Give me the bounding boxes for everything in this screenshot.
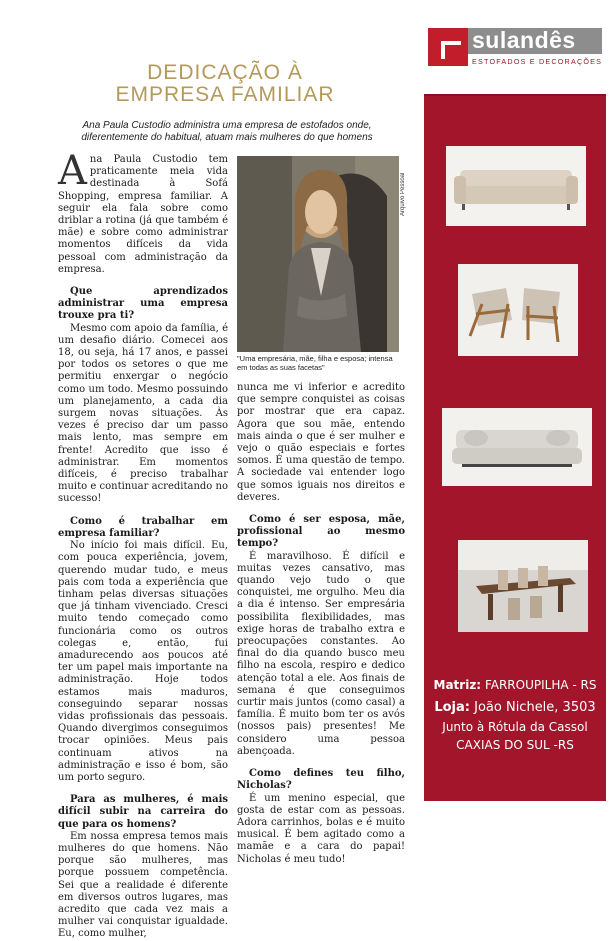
question-3: Para as mulheres, é mais difícil subir na carreira do que para os homens? — [58, 794, 228, 830]
brand-logo-icon — [428, 28, 468, 66]
question-2: Como é trabalhar em empresa familiar? — [58, 515, 228, 539]
article-subtitle: Ana Paula Custodio administra uma empresa de estofados onde, diferentemente do habitual, atuam mais mulheres do que homens — [81, 120, 373, 143]
answer-3-part-1: Em nossa empresa temos mais mulheres do que homens. Não porque são mulheres, mas porque possuem competência. Sei que a realidade é diferente em diversos outros lugares, mas acredito que cada vez mais a mulher vai conquistar igualdade. Eu, como mulher, — [58, 830, 228, 940]
article-title-line-1: DEDICAÇÃO À — [147, 61, 303, 84]
portrait-illustration — [237, 156, 399, 352]
loja-line — [424, 700, 606, 715]
drop-cap: A — [58, 148, 87, 194]
brand-tagline: ESTOFADOS E DECORAÇÕES — [472, 57, 603, 66]
portrait-photo — [237, 156, 399, 352]
article-column-1 — [58, 148, 228, 941]
question-5: Como defines teu filho, Nicholas? — [237, 768, 405, 792]
loja-reference: Junto à Rótula da Cassol — [442, 720, 588, 734]
answer-1: Mesmo com apoio da família, é um desafio diário. Comecei aos 18, ou seja, há 17 anos, e passei por todos os setores o que me permitiu enxergar o negócio como um todo. Mesmo possuindo um planejamento, a cada dia surgem novas situações. Às vezes é preciso dar um passo mais lento, mas sempre em frente! Acredito que isso é administrar. Em momentos difíceis, é preciso trabalhar muito e continuar acreditando no sucesso! — [58, 322, 228, 505]
brand-name: sulandês — [472, 27, 576, 53]
article-title-line-2: EMPRESA FAMILIAR — [115, 83, 335, 106]
answer-2: No início foi mais difícil. Eu, com pouca experiência, jovem, querendo mudar tudo, e meus pais com toda a experiência que tinham pelas diversas situações que já tinham vivenciado. Cresci muito tendo começado como funcionária como os outros colegas e, então, fui amadurecendo aos poucos até ter um papel mais importante na administração. Hoje todos estamos mais maduros, conseguindo separar nossas vidas profissionais das pessoais. Quando divergimos conseguimos trocar opiniões. Meus pais continuam ativos na administração e isso é bom, são um porto seguro. — [58, 540, 228, 783]
loja-street: João Nichele, 3503 — [474, 700, 596, 715]
article-title — [70, 62, 380, 106]
answer-3-part-2: nunca me vi inferior e acredito que sempre conquistei as coisas por mostrar que era capaz. Agora que sou mãe, entendo mais ainda o que é ser mulher e vejo o quão especiais e fortes somos. É uma questão de tempo. A sociedade vai entender logo que somos iguais nos direitos e deveres. — [237, 382, 405, 503]
armchairs-image — [458, 264, 578, 356]
article-column-2 — [237, 382, 405, 866]
answer-5: É um menino especial, que gosta de estar com as pessoas. Adora carrinhos, bolas e é muito musical. É bem agitado como a mamãe e a cara do papai! Nicholas é meu tudo! — [237, 792, 405, 865]
sofa-gray-image — [442, 408, 592, 486]
matriz-label: Matriz: — [433, 678, 482, 692]
loja-city: CAXIAS DO SUL -RS — [456, 738, 574, 752]
intro-paragraph — [58, 148, 228, 276]
question-1: Que aprendizados administrar uma empresa trouxe pra ti? — [58, 286, 228, 322]
answer-4: É maravilhoso. É difícil e muitas vezes cansativo, mas quando vejo tudo o que conquistei, me orgulho. Meu dia a dia é intenso. Ser empresária possibilita flexibilidades, mas exige horas de trabalho extra e preocupações constantes. Ao final do dia quando busco meu filho na escola, respiro e dedico atenção total a ele. Aos finais de semana é que conseguimos curtir mais juntos (como casal) a família. É muito bom ter os avós (nossos pais) presentes! Me considero uma pessoa abençoada. — [237, 550, 405, 757]
loja-label: Loja: — [434, 700, 470, 715]
photo-credit: Arquivo Pessoal — [400, 172, 406, 216]
sulandes-advertisement — [424, 6, 606, 801]
photo-caption: "Uma empresária, mãe, filha e esposa; intensa em todas as suas facetas" — [237, 354, 393, 372]
intro-text: na Paula Custodio tem praticamente meia vida destinada à Sofá Shopping, empresa familiar. A seguir ela fala sobre como driblar a rotina (já que também é mãe) e sobre como administrar momentos difíceis da vida pessoal com administração da empresa. — [58, 154, 228, 275]
dining-table-image — [458, 540, 588, 632]
matriz-city: FARROUPILHA - RS — [484, 678, 597, 692]
sofa-image — [446, 146, 586, 226]
matriz-line — [424, 678, 606, 692]
question-4: Como é ser esposa, mãe, profissional ao mesmo tempo? — [237, 514, 405, 550]
ad-logo-area — [424, 6, 606, 96]
